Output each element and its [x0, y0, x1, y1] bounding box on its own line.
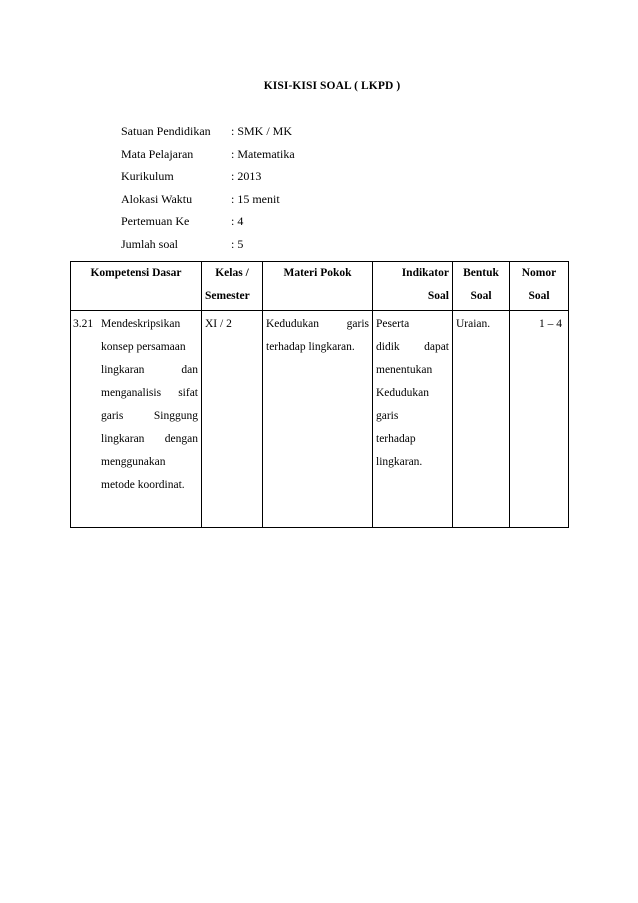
info-label: Jumlah soal	[121, 236, 178, 251]
header-kelas-line2: Semester	[205, 290, 250, 302]
cell-materi-pokok	[263, 311, 373, 528]
kd-line: garis Singgung	[101, 410, 198, 422]
materi-line: Kedudukan garis	[266, 318, 369, 330]
indikator-line: terhadap	[376, 433, 416, 445]
info-block	[121, 124, 295, 260]
info-label: Pertemuan Ke	[121, 214, 190, 229]
header-kompetensi-dasar: Kompetensi Dasar	[71, 262, 202, 311]
materi-line: terhadap lingkaran.	[266, 341, 355, 353]
info-label: Kurikulum	[121, 169, 174, 184]
header-kelas-semester	[202, 262, 263, 311]
table-row	[71, 311, 569, 528]
kd-line: Mendeskripsikan	[101, 318, 181, 330]
header-indikator-line1: Indikator	[401, 267, 449, 279]
header-bentuk-line2: Soal	[470, 290, 492, 302]
info-value: : Matematika	[231, 146, 295, 161]
cell-kelas-semester: XI / 2	[202, 311, 263, 528]
kd-line: lingkaran dengan	[101, 433, 198, 445]
indikator-line: didik dapat	[376, 341, 449, 353]
indikator-line: Peserta	[376, 318, 410, 330]
info-row	[121, 214, 295, 237]
kd-line: konsep persamaan	[101, 341, 186, 353]
info-value: : SMK / MK	[231, 124, 293, 138]
info-label: Alokasi Waktu	[121, 191, 193, 206]
info-row	[121, 169, 295, 192]
kd-line: lingkaran dan	[101, 364, 198, 376]
kisi-kisi-table	[70, 261, 569, 528]
kd-line: metode koordinat.	[101, 479, 185, 491]
cell-kompetensi-dasar	[71, 311, 202, 528]
indikator-line: Kedudukan	[376, 387, 430, 399]
header-nomor-line2: Soal	[528, 290, 550, 302]
cell-nomor-soal: 1 – 4	[510, 311, 569, 528]
info-row	[121, 124, 295, 147]
info-row	[121, 147, 295, 170]
header-kelas-line1: Kelas /	[215, 267, 249, 279]
indikator-line: garis	[376, 410, 399, 422]
cell-indikator-soal	[373, 311, 453, 528]
header-indikator-line2: Soal	[427, 290, 449, 302]
header-nomor-line1: Nomor	[521, 267, 557, 279]
info-row	[121, 237, 295, 260]
header-nomor-soal	[510, 262, 569, 311]
header-materi-pokok: Materi Pokok	[263, 262, 373, 311]
kd-line: menggunakan	[101, 456, 166, 468]
header-bentuk-soal	[453, 262, 510, 311]
info-value: : 5	[231, 236, 244, 251]
header-bentuk-line1: Bentuk	[463, 267, 499, 279]
info-value: : 4	[231, 214, 244, 229]
cell-bentuk-soal: Uraian.	[453, 311, 510, 528]
info-value: : 2013	[231, 169, 262, 184]
table-header-row	[71, 262, 569, 311]
info-label: Mata Pelajaran	[121, 146, 194, 161]
kd-line: menganalisis sifat	[101, 387, 198, 399]
info-row	[121, 192, 295, 215]
indikator-line: menentukan	[376, 364, 433, 376]
kd-number: 3.21	[73, 318, 94, 330]
info-value: : 15 menit	[231, 191, 280, 206]
info-label: Satuan Pendidikan	[121, 124, 211, 138]
header-indikator-soal	[373, 262, 453, 311]
document-title: KISI-KISI SOAL ( LKPD )	[263, 80, 401, 92]
indikator-line: lingkaran.	[376, 456, 423, 468]
